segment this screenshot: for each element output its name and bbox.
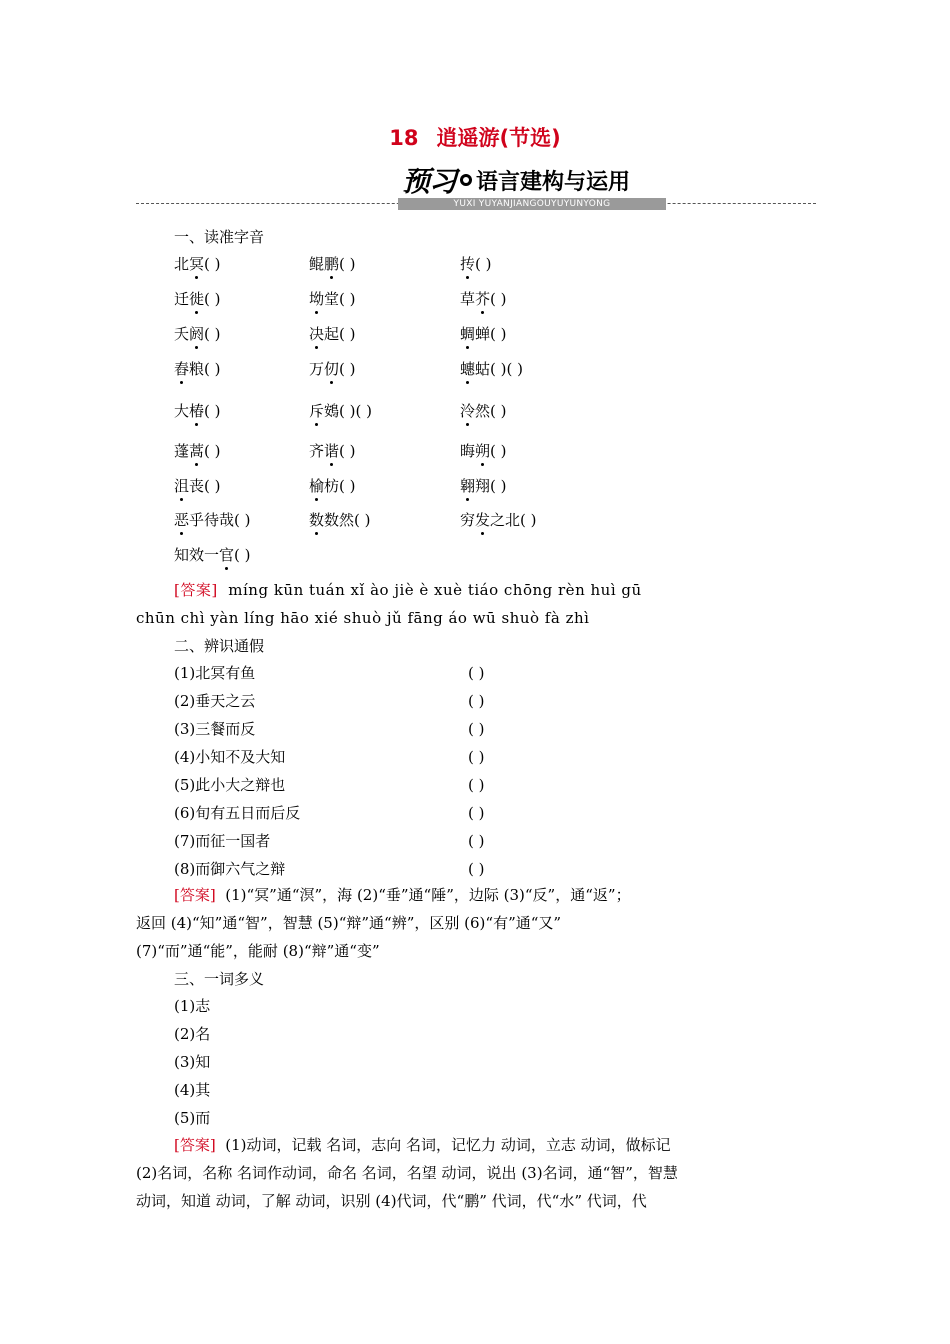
word-suffix: 粮 [189, 360, 205, 378]
dotted-character: 泠 [460, 402, 476, 420]
answer-blank: ( ) [468, 860, 485, 878]
dotted-character: 椿 [189, 402, 205, 420]
answer-blank: ( ) [490, 290, 507, 308]
pronunciation-item [460, 289, 507, 309]
answer-blank: ( ) [339, 442, 356, 460]
answer-blank: ( ) [204, 325, 221, 343]
pronunciation-item [309, 324, 356, 344]
answer-blank: ( ) [339, 290, 356, 308]
dotted-character: 官 [219, 546, 235, 564]
answer-blank: ( ) [339, 255, 356, 273]
dotted-character: 翱 [460, 477, 476, 495]
dotted-character: 蒿 [189, 442, 205, 460]
polysemy-item: (4)其 [174, 1081, 211, 1099]
tongjia-item: (8)而御六气之辩 [174, 860, 286, 878]
word-prefix: 鲲 [309, 255, 325, 273]
tongjia-item: (4)小知不及大知 [174, 748, 286, 766]
word-prefix: 晦 [460, 442, 476, 460]
word-prefix: 迁 [174, 290, 190, 308]
tongjia-item: (3)三餐而反 [174, 720, 256, 738]
pronunciation-item [174, 324, 221, 344]
pronunciation-item [460, 324, 507, 344]
pronunciation-item [460, 510, 537, 530]
polysemy-item: (1)志 [174, 997, 211, 1015]
word-prefix: 夭 [174, 325, 190, 343]
answer-blank: ( ) [204, 402, 221, 420]
answer-blank: ( ) [204, 442, 221, 460]
word-prefix: 知效一 [174, 546, 220, 564]
dotted-character: 冥 [189, 255, 205, 273]
word-suffix: 丧 [189, 477, 205, 495]
polysemy-item: (5)而 [174, 1109, 211, 1127]
section-3-heading: 三、一词多义 [174, 970, 265, 988]
word-suffix: 乎待哉 [189, 511, 235, 529]
polysemy-item: (2)名 [174, 1025, 211, 1043]
tongjia-item: (6)旬有五日而后反 [174, 804, 301, 822]
banner-main: 预习 [402, 165, 457, 198]
dotted-character: 舂 [174, 360, 190, 378]
answer-blank: ( ) [468, 748, 485, 766]
pronunciation-item [460, 401, 507, 421]
pronunciation-item [309, 510, 371, 530]
dotted-character: 榆 [309, 477, 325, 495]
answer-blank: ( ) [339, 325, 356, 343]
word-prefix: 穷 [460, 511, 476, 529]
dotted-character: 坳 [309, 290, 325, 308]
answer-blank: ( ) [204, 360, 221, 378]
word-suffix: 鴳 [324, 402, 340, 420]
answer-blank: ( ) [490, 325, 507, 343]
answer-text: (1)“冥”通“溟”，海 (2)“垂”通“陲”，边际 (3)“反”，通“返”； [225, 886, 631, 904]
word-suffix: 然 [475, 402, 491, 420]
answer-blank: ( ) [468, 720, 485, 738]
pronunciation-item [309, 401, 372, 421]
answer-blank: ( ) [468, 692, 485, 710]
answer-blank: ( ) [468, 664, 485, 682]
section-banner [402, 165, 631, 198]
pronunciation-item [309, 289, 356, 309]
answer-blank: ( ) [339, 360, 356, 378]
answer-blank: ( ) [490, 402, 507, 420]
answer-blank: ( ) [468, 804, 485, 822]
lesson-title [0, 122, 950, 152]
pronunciation-item [460, 359, 523, 379]
dotted-character: 沮 [174, 477, 190, 495]
dotted-character: 决 [309, 325, 325, 343]
answer-text: míng kūn tuán xǐ ào jiè è xuè tiáo chōng rèn huì gū [228, 581, 642, 599]
pronunciation-item [174, 476, 221, 496]
lesson-name: 逍遥游(节选) [436, 126, 561, 150]
tongjia-item: (1)北冥有鱼 [174, 664, 256, 682]
answer-blank: ( ) [204, 255, 221, 273]
word-suffix: 枋 [324, 477, 340, 495]
pronunciation-item [174, 510, 251, 530]
answer-blank: ( ) [339, 477, 356, 495]
word-suffix: 堂 [324, 290, 340, 308]
tongjia-item: (2)垂天之云 [174, 692, 256, 710]
word-suffix: 翔 [475, 477, 491, 495]
section-3-answer-line-1 [174, 1135, 671, 1155]
answer-tag: [答案] [174, 1136, 216, 1154]
answer-blank: ( ) [490, 477, 507, 495]
section-1-answer-line-2: chūn chì yàn líng hāo xié shuò jǔ fāng áo wū shuò fà zhì [136, 609, 590, 627]
tongjia-item: (5)此小大之辩也 [174, 776, 286, 794]
answer-blank: ( ) [468, 832, 485, 850]
answer-blank: ( ) [234, 511, 251, 529]
section-1-answer-line-1 [174, 580, 642, 600]
pronunciation-item [174, 545, 251, 565]
banner-sub: 语言建构与运用 [476, 169, 631, 195]
word-prefix: 北 [174, 255, 190, 273]
word-suffix: 蛄 [475, 360, 491, 378]
word-prefix: 草 [460, 290, 476, 308]
answer-text: (1)动词，记载 名词，志向 名词，记忆力 动词，立志 动词，做标记 [225, 1136, 671, 1154]
banner-pinyin: YUXI YUYANJIANGOUYUYUNYONG [398, 198, 666, 210]
dotted-character: 抟 [460, 255, 476, 273]
dotted-character: 阏 [189, 325, 205, 343]
pronunciation-item [174, 254, 221, 274]
dotted-character: 芥 [475, 290, 491, 308]
tongjia-item: (7)而征一国者 [174, 832, 271, 850]
word-suffix: 蝉 [475, 325, 491, 343]
dotted-character: 徙 [189, 290, 205, 308]
section-1-heading: 一、读准字音 [174, 228, 265, 246]
dotted-character: 数 [309, 511, 325, 529]
section-3-answer-line-3: 动词，知道 动词，了解 动词，识别 (4)代词，代“鹏” 代词，代“水” 代词，代 [136, 1192, 647, 1210]
word-suffix: 起 [324, 325, 340, 343]
answer-tag: [答案] [174, 886, 216, 904]
answer-blank: ( ) [204, 290, 221, 308]
pronunciation-item [460, 476, 507, 496]
answer-tag: [答案] [174, 581, 218, 599]
banner-circle-icon [460, 174, 472, 186]
pronunciation-item [309, 441, 356, 461]
dotted-character: 朔 [475, 442, 491, 460]
dotted-character: 蟪 [460, 360, 476, 378]
pronunciation-item [460, 254, 492, 274]
dotted-character: 发 [475, 511, 491, 529]
pronunciation-item [309, 476, 356, 496]
word-prefix: 齐 [309, 442, 325, 460]
pronunciation-item [309, 359, 356, 379]
dotted-character: 蜩 [460, 325, 476, 343]
answer-blank: ( ) [468, 776, 485, 794]
answer-blank: ( ) [354, 511, 371, 529]
section-3-answer-line-2: (2)名词，名称 名词作动词，命名 名词，名望 动词，说出 (3)名词，通“智”，智慧 [136, 1164, 678, 1182]
dotted-character: 恶 [174, 511, 190, 529]
dotted-character: 鹏 [324, 255, 340, 273]
section-2-answer-line-1 [174, 885, 631, 905]
pronunciation-item [174, 359, 221, 379]
answer-blank: ( ) [204, 477, 221, 495]
dotted-character: 仞 [324, 360, 340, 378]
polysemy-item: (3)知 [174, 1053, 211, 1071]
pronunciation-item [174, 289, 221, 309]
answer-blank: ( )( ) [339, 402, 372, 420]
pronunciation-item [174, 401, 221, 421]
section-2-heading: 二、辨识通假 [174, 637, 265, 655]
dotted-character: 谐 [324, 442, 340, 460]
answer-blank: ( ) [234, 546, 251, 564]
pronunciation-item [174, 441, 221, 461]
section-2-answer-line-3: (7)“而”通“能”，能耐 (8)“辩”通“变” [136, 942, 380, 960]
word-prefix: 大 [174, 402, 190, 420]
answer-blank: ( ) [520, 511, 537, 529]
word-prefix: 蓬 [174, 442, 190, 460]
word-suffix: 数然 [324, 511, 355, 529]
pronunciation-item [309, 254, 356, 274]
answer-blank: ( ) [490, 442, 507, 460]
pronunciation-item [460, 441, 507, 461]
answer-blank: ( ) [475, 255, 492, 273]
word-prefix: 万 [309, 360, 325, 378]
answer-blank: ( )( ) [490, 360, 523, 378]
section-2-answer-line-2: 返回 (4)“知”通“智”，智慧 (5)“辩”通“辨”，区别 (6)“有”通“又” [136, 914, 562, 932]
lesson-number: 18 [389, 126, 419, 150]
dotted-character: 斥 [309, 402, 325, 420]
word-suffix: 之北 [490, 511, 521, 529]
